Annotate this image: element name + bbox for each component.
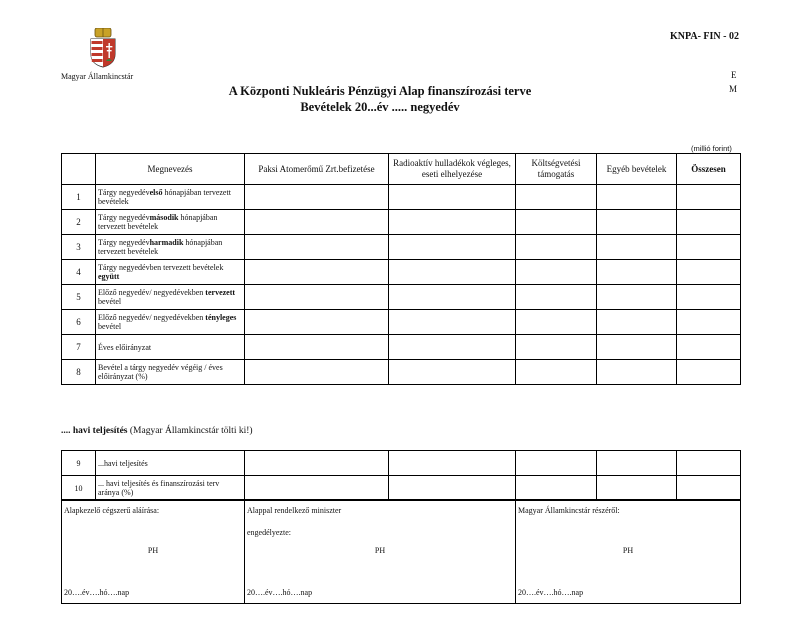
row-label (96, 335, 245, 360)
row-number: 10 (62, 476, 96, 501)
input-cell[interactable] (245, 476, 389, 501)
row-label-part: tervezett (205, 288, 236, 297)
signature-table (61, 499, 741, 604)
table-row (62, 335, 741, 360)
income-plan-table (61, 153, 741, 385)
table-row (62, 260, 741, 285)
header-cell-other: Egyéb bevételek (597, 154, 677, 185)
table-row (62, 310, 741, 335)
header-cell-paks: Paksi Atomerőmű Zrt.befizetése (245, 154, 389, 185)
row-label: ...havi teljesítés (96, 451, 245, 476)
input-cell[interactable] (245, 260, 389, 285)
input-cell[interactable] (677, 335, 741, 360)
input-cell[interactable] (597, 310, 677, 335)
table-row (62, 210, 741, 235)
signature-cell[interactable] (245, 500, 516, 604)
row-label (96, 235, 245, 260)
input-cell[interactable] (245, 210, 389, 235)
row-label-part: Bevétel a tárgy negyedév végéig / éves előirányzat (%) (98, 363, 223, 381)
row-label-part: együtt (98, 272, 120, 281)
input-cell[interactable] (597, 285, 677, 310)
row-number: 5 (62, 285, 96, 310)
input-cell[interactable] (597, 476, 677, 501)
input-cell[interactable] (245, 310, 389, 335)
row-label (96, 360, 245, 385)
input-cell[interactable] (389, 260, 516, 285)
issuer-name: Magyar Államkincstár (61, 72, 134, 81)
table-row (62, 451, 741, 476)
input-cell[interactable] (597, 360, 677, 385)
monthly-section-heading-note: (Magyar Államkincstár tölti ki!) (127, 426, 253, 436)
input-cell[interactable] (597, 235, 677, 260)
input-cell[interactable] (245, 185, 389, 210)
input-cell[interactable] (677, 235, 741, 260)
row-number: 3 (62, 235, 96, 260)
row-label (96, 285, 245, 310)
input-cell[interactable] (677, 476, 741, 501)
page-title: A Központi Nukleáris Pénzügyi Alap finanszírozási terve (228, 84, 532, 98)
unit-label: (millió forint) (691, 144, 732, 153)
input-cell[interactable] (389, 310, 516, 335)
input-cell[interactable] (597, 210, 677, 235)
monthly-section-heading-bold: .... havi teljesítés (61, 426, 128, 436)
page-subtitle: Bevételek 20...év ..... negyedév (300, 100, 460, 114)
stamp-placeholder: PH (147, 546, 159, 555)
input-cell[interactable] (597, 260, 677, 285)
row-label-part: Tárgy negyedév (98, 213, 150, 222)
input-cell[interactable] (677, 451, 741, 476)
input-cell[interactable] (677, 260, 741, 285)
row-label-part: első (149, 188, 163, 197)
input-cell[interactable] (245, 235, 389, 260)
table-row (62, 476, 741, 501)
stamp-placeholder: PH (374, 546, 386, 555)
row-number: 7 (62, 335, 96, 360)
row-label-part: hónapjában tervezett bevételek (98, 213, 218, 231)
input-cell[interactable] (245, 285, 389, 310)
signature-label-2: engedélyezte: (247, 528, 291, 537)
input-cell[interactable] (389, 335, 516, 360)
row-number: 8 (62, 360, 96, 385)
input-cell[interactable] (677, 310, 741, 335)
input-cell[interactable] (516, 360, 597, 385)
input-cell[interactable] (516, 476, 597, 501)
input-cell[interactable] (516, 210, 597, 235)
input-cell[interactable] (516, 285, 597, 310)
row-label-part: második (149, 213, 179, 222)
input-cell[interactable] (389, 285, 516, 310)
input-cell[interactable] (245, 335, 389, 360)
input-cell[interactable] (677, 210, 741, 235)
row-label-part: Tárgy negyedév (98, 238, 150, 247)
input-cell[interactable] (516, 260, 597, 285)
input-cell[interactable] (389, 185, 516, 210)
signature-label: Alappal rendelkező miniszter (247, 506, 342, 515)
form-code: KNPA- FIN - 02 (670, 31, 739, 42)
row-number: 2 (62, 210, 96, 235)
table-header-row (62, 154, 741, 185)
header-cell-total: Összesen (677, 154, 741, 185)
header-cell-budget: Költségvetési támogatás (516, 154, 597, 185)
table-row (62, 285, 741, 310)
row-label (96, 210, 245, 235)
input-cell[interactable] (677, 285, 741, 310)
input-cell[interactable] (516, 451, 597, 476)
row-label-part: Előző negyedév/ negyedévekben (98, 313, 206, 322)
table-row (62, 360, 741, 385)
row-label-part: Tárgy negyedév (98, 188, 150, 197)
row-label-part: hónapjában tervezett bevételek (98, 238, 223, 256)
row-label-part: hónapjában tervezett bevételek (98, 188, 231, 206)
row-number: 6 (62, 310, 96, 335)
input-cell[interactable] (677, 185, 741, 210)
row-label-part: Éves előirányzat (98, 342, 152, 352)
input-cell[interactable] (389, 235, 516, 260)
right-letter-m: M (729, 84, 738, 94)
input-cell[interactable] (597, 185, 677, 210)
table-row (62, 235, 741, 260)
row-label-part: Előző negyedév/ negyedévekben (98, 288, 206, 297)
input-cell[interactable] (677, 360, 741, 385)
monthly-performance-table (61, 450, 741, 501)
signature-date: 20….év….hó….nap (64, 588, 130, 597)
header-cell-name: Megnevezés (96, 154, 245, 185)
row-label-part: bevétel (98, 322, 122, 331)
stamp-placeholder: PH (622, 546, 634, 555)
row-number: 9 (62, 451, 96, 476)
right-letter-e: E (731, 70, 737, 80)
header-cell-num (62, 154, 96, 185)
row-label (96, 185, 245, 210)
row-label-part: bevétel (98, 297, 122, 306)
input-cell[interactable] (516, 185, 597, 210)
row-label: ... havi teljesítés és finanszírozási terv aránya (%) (96, 476, 245, 501)
input-cell[interactable] (389, 210, 516, 235)
input-cell[interactable] (516, 235, 597, 260)
input-cell[interactable] (516, 310, 597, 335)
signature-cell[interactable] (516, 500, 741, 604)
row-label (96, 260, 245, 285)
row-label-part: Tárgy negyedévben tervezett bevételek (98, 263, 224, 272)
input-cell[interactable] (245, 451, 389, 476)
monthly-section-heading (61, 426, 253, 436)
row-label-part: tényleges (205, 313, 237, 322)
hungarian-coat-of-arms-icon (88, 28, 118, 68)
row-label (96, 310, 245, 335)
input-cell[interactable] (389, 451, 516, 476)
signature-row (62, 500, 741, 604)
row-number: 1 (62, 185, 96, 210)
signature-date: 20….év….hó….nap (247, 588, 313, 597)
signature-label: Magyar Államkincstár részéről: (518, 506, 620, 515)
input-cell[interactable] (597, 335, 677, 360)
row-number: 4 (62, 260, 96, 285)
input-cell[interactable] (516, 335, 597, 360)
row-label-part: harmadik (149, 238, 184, 247)
input-cell[interactable] (245, 360, 389, 385)
table-row (62, 185, 741, 210)
input-cell[interactable] (389, 476, 516, 501)
signature-label: Alapkezelő cégszerű aláírása: (64, 506, 160, 515)
input-cell[interactable] (597, 451, 677, 476)
header-cell-radioactive: Radioaktív hulladékok végleges, eseti elhelyezése (389, 154, 516, 185)
input-cell[interactable] (389, 360, 516, 385)
signature-cell[interactable] (62, 500, 245, 604)
signature-date: 20….év….hó….nap (518, 588, 584, 597)
